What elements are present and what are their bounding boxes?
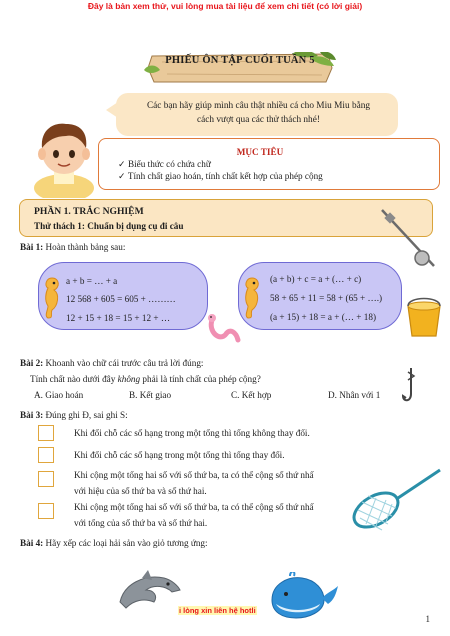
answer-checkbox[interactable] xyxy=(38,471,54,487)
goal-item: ✓ Biểu thức có chứa chữ xyxy=(118,159,211,169)
answer-checkbox[interactable] xyxy=(38,425,54,441)
option-a[interactable]: A. Giao hoán xyxy=(34,390,84,400)
option-d[interactable]: D. Nhân với 1 xyxy=(328,390,381,400)
seahorse-icon xyxy=(240,276,262,320)
speech-line-1: Các bạn hãy giúp mình câu thật nhiều cá cho Miu Miu bằng xyxy=(146,101,371,111)
exercise-3-prompt: Bài 3: Đúng ghi Đ, sai ghi S: xyxy=(20,410,128,420)
section-subtitle: Thử thách 1: Chuẩn bị dụng cụ đi câu xyxy=(34,221,184,231)
section-header-box xyxy=(19,199,433,237)
section-title: PHẦN 1. TRẮC NGHIỆM xyxy=(34,206,144,217)
answer-checkbox[interactable] xyxy=(38,447,54,463)
worm-icon xyxy=(206,312,242,346)
bucket-icon xyxy=(404,296,444,340)
answer-checkbox[interactable] xyxy=(38,503,54,519)
boy-character-illustration xyxy=(26,118,102,198)
dolphin-illustration xyxy=(114,568,184,616)
exercise-1-prompt: Bài 1: Hoàn thành bảng sau: xyxy=(20,242,126,252)
preview-notice: Đây là bản xem thử, vui lòng mua tài liệu để xem chi tiết (có lời giải) xyxy=(87,1,363,11)
goal-item: ✓ Tính chất giao hoán, tính chất kết hợp của phép cộng xyxy=(118,171,323,181)
exercise-1-right-line: 58 + 65 + 11 = 58 + (65 + ….) xyxy=(270,293,383,303)
page-number: 1 xyxy=(425,614,430,624)
fishing-hook-icon xyxy=(400,368,422,408)
exercise-1-left-line: 12 568 + 605 = 605 + ……… xyxy=(66,294,176,304)
statement-3-line-1: Khi cộng một tổng hai số với số thứ ba, ta có thể cộng số thứ nhấ xyxy=(74,470,314,480)
exercise-1-right-line: (a + 15) + 18 = a + (… + 18) xyxy=(270,312,377,322)
speech-line-2: cách vượt qua các thử thách nhé! xyxy=(197,115,320,125)
exercise-4-prompt: Bài 4: Hãy xếp các loại hải sản vào giỏ tương ứng: xyxy=(20,538,208,548)
seahorse-icon xyxy=(40,276,62,320)
statement-2: Khi đổi chỗ các số hạng trong một tổng thì tổng thay đổi. xyxy=(74,450,285,460)
statement-4-line-2: với tổng của số thứ ba và số thứ hai. xyxy=(74,518,208,528)
page-title: PHIẾU ÔN TẬP CUỐI TUẦN 5 xyxy=(165,55,315,66)
statement-4-line-1: Khi cộng một tổng hai số với số thứ ba, ta có thể cộng số thứ nhấ xyxy=(74,502,314,512)
fishing-rod-icon xyxy=(378,206,440,272)
option-b[interactable]: B. Kết giao xyxy=(129,390,172,400)
exercise-1-right-line: (a + b) + c = a + (… + c) xyxy=(270,274,362,284)
exercise-2-prompt: Bài 2: Khoanh vào chữ cái trước câu trả lời đúng: xyxy=(20,358,204,368)
fishing-net-icon xyxy=(346,464,442,538)
contact-notice: i lòng xin liên hệ hotli xyxy=(179,606,256,615)
exercise-1-left-line: 12 + 15 + 18 = 15 + 12 + … xyxy=(66,313,171,323)
exercise-1-left-line: a + b = … + a xyxy=(66,276,118,286)
option-c[interactable]: C. Kết hợp xyxy=(231,390,272,400)
statement-1: Khi đổi chỗ các số hạng trong một tổng thì tổng không thay đổi. xyxy=(74,428,310,438)
exercise-2-question: Tính chất nào dưới đây không phải là tính chất của phép cộng? xyxy=(30,374,261,384)
statement-3-line-2: với hiệu của số thứ ba và số thứ hai. xyxy=(74,486,207,496)
checkmark-icon: ✓ xyxy=(118,159,128,169)
speech-bubble-text xyxy=(136,99,381,127)
whale-illustration xyxy=(268,572,340,620)
checkmark-icon: ✓ xyxy=(118,171,128,181)
goals-title: MỤC TIÊU xyxy=(236,147,284,157)
